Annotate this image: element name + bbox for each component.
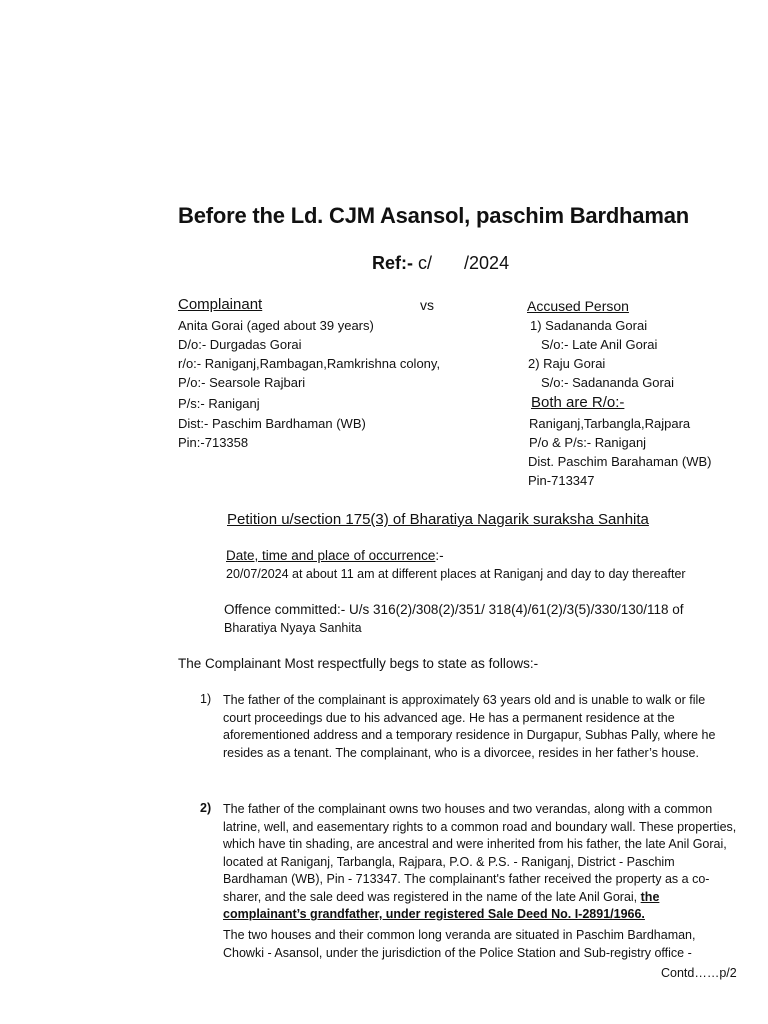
- complainant-post-office: P/o:- Searsole Rajbari: [178, 375, 306, 390]
- petition-heading: Petition u/section 175(3) of Bharatiya Nagarik suraksha Sanhita: [227, 511, 649, 528]
- point-2-number: 2): [200, 801, 212, 815]
- intro-statement: The Complainant Most respectfully begs to state as follows:-: [178, 656, 539, 671]
- occurrence-heading: [226, 548, 444, 563]
- occurrence-details: 20/07/2024 at about 11 am at different places at Raniganj and day to day thereafter: [226, 567, 686, 581]
- point-1-text: The father of the complainant is approximately 63 years old and is unable to walk or file court proceedings due to his advanced age. He has a permanent residence at the aforementioned address and a temporary residence in Durgapur, Subhas Pally, where he resides as a tenant. The complainant, who is a divorcee, resides in her father’s house.: [223, 693, 716, 760]
- complainant-residence: r/o:- Raniganj,Rambagan,Ramkrishna colony,: [178, 356, 441, 371]
- ref-year: /2024: [464, 253, 510, 273]
- offence-line-2: Bharatiya Nyaya Sanhita: [224, 621, 362, 635]
- accused-2-name: 2) Raju Gorai: [528, 356, 606, 371]
- ref-label: Ref:-: [372, 253, 413, 273]
- occurrence-suffix: :-: [435, 548, 444, 563]
- continuation-text: The two houses and their common long veranda are situated in Paschim Bardhaman, Chowki - Asansol, under the jurisdiction of the Police Station and Sub-registry office -: [223, 928, 696, 960]
- accused-2-father: S/o:- Sadananda Gorai: [541, 375, 674, 390]
- accused-residence-heading: Both are R/o:-: [531, 394, 625, 411]
- complainant-father: D/o:- Durgadas Gorai: [178, 337, 302, 352]
- continued-note: Contd……p/2: [661, 966, 737, 980]
- accused-pin: Pin-713347: [528, 473, 595, 488]
- complainant-heading: Complainant: [178, 296, 263, 313]
- point-2-emphasis: the complainant’s grandfather, under registered Sale Deed No. I-2891/1966.: [223, 889, 660, 921]
- occurrence-label: Date, time and place of occurrence: [226, 548, 436, 563]
- ref-prefix: c/: [418, 253, 433, 273]
- point-1-number: 1): [200, 692, 212, 706]
- complainant-name: Anita Gorai (aged about 39 years): [178, 318, 374, 333]
- accused-1-name: 1) Sadananda Gorai: [530, 318, 648, 333]
- accused-district: Dist. Paschim Barahaman (WB): [528, 454, 712, 469]
- complainant-district: Dist:- Paschim Bardhaman (WB): [178, 416, 366, 431]
- point-2-text: The father of the complainant owns two houses and two verandas, along with a common latrine, well, and easementary rights to a common road and boundary wall. These properties, which have tin shading, are ancestral and were inherited from his father, the late Anil Gorai, located at Raniganj, Tarbangla, Rajpara, P.O. & P.S. - Raniganj, District - Paschim Bardhaman (WB), Pin - 713347. The complainant's father received the property as a co-sharer, and the sale deed was registered in the name of the late Anil Gorai,: [223, 802, 737, 904]
- accused-police-station: P/o & P/s:- Raniganj: [529, 435, 647, 450]
- accused-1-father: S/o:- Late Anil Gorai: [541, 337, 658, 352]
- offence-line-1: Offence committed:- U/s 316(2)/308(2)/351/ 318(4)/61(2)/3(5)/330/130/118 of: [224, 602, 684, 617]
- accused-heading: Accused Person: [527, 298, 629, 314]
- accused-residence: Raniganj,Tarbangla,Rajpara: [529, 416, 691, 431]
- reference-number: [372, 253, 509, 274]
- vs-label: vs: [420, 297, 434, 313]
- page-title: Before the Ld. CJM Asansol, paschim Bardhaman: [178, 203, 689, 228]
- complainant-pin: Pin:-713358: [178, 435, 249, 450]
- complainant-police-station: P/s:- Raniganj: [178, 396, 260, 411]
- point-2-paragraph: [223, 801, 738, 924]
